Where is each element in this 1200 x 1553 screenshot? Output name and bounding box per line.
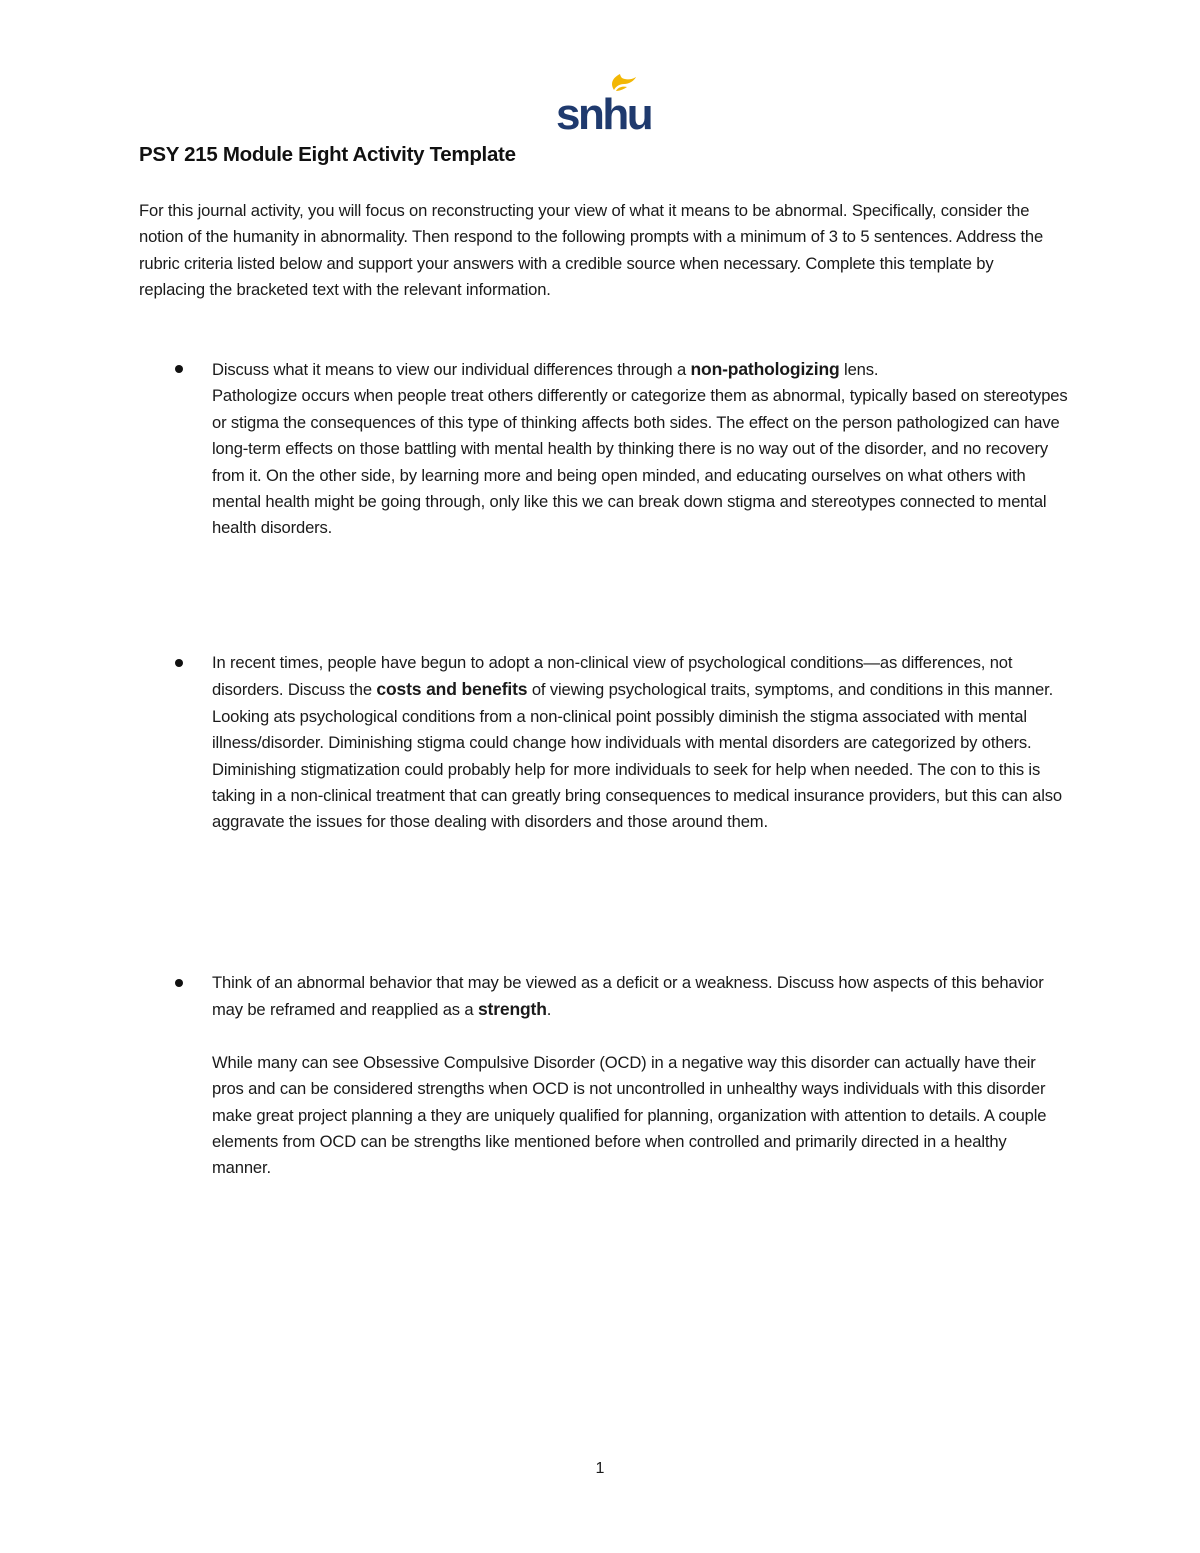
- prompt-block-1: [139, 356, 1069, 542]
- svg-text:snhu: snhu: [556, 90, 652, 139]
- prompt-text: Think of an abnormal behavior that may be viewed as a deficit or a weakness. Discuss how aspects of this behavior may be reframed and reapplied as a strength.: [212, 973, 1044, 1020]
- page-number: 1: [595, 1460, 605, 1477]
- prompt-block-3: [139, 970, 1069, 1182]
- page-title: PSY 215 Module Eight Activity Template: [139, 143, 516, 166]
- bullet-icon: [175, 979, 183, 987]
- snhu-logo-graphic: [554, 74, 652, 139]
- answer-text: Looking ats psychological conditions from a non-clinical point possibly diminish the stigma associated with mental illness/disorder. Diminishing stigma could change how individuals with mental disorders are categorized by others. Diminishing stigmatization could probably help for more individuals to seek for help when needed. The con to this is taking in a non-clinical treatment that can greatly bring consequences to medical insurance providers, but this can also aggravate the issues for those dealing with disorders and those around them.: [212, 706, 1062, 832]
- prompt-keyword: costs and benefits: [376, 679, 528, 700]
- answer-text: Pathologize occurs when people treat others differently or categorize them as abnormal, typically based on stereotypes or stigma the consequences of this type of thinking affects both sides. The effect on the person pathologized can have long-term effects on those battling with mental health by thinking there is no way out of the disorder, and no recovery from it. On the other side, by learning more and being open minded, and educating ourselves on what others with mental health might be going through, only like this we can break down stigma and stereotypes connected to mental health disorders.: [212, 386, 1068, 538]
- snhu-logo: [554, 74, 652, 139]
- prompt-keyword: non-pathologizing: [690, 359, 840, 379]
- prompt-keyword: strength: [477, 999, 547, 1020]
- prompt-block-2: [139, 650, 1069, 836]
- intro-paragraph: For this journal activity, you will focus on reconstructing your view of what it means to be abnormal. Specifically, consider the notion of the humanity in abnormality. Then respond to the following prompts with a minimum of 3 to 5 sentences. Address the rubric criteria listed below and support your answers with a credible source when necessary. Complete this template by replacing the bracketed text with the relevant information.: [139, 201, 1044, 300]
- bullet-icon: [175, 365, 183, 373]
- answer-text: While many can see Obsessive Compulsive Disorder (OCD) in a negative way this disorder can actually have their pros and can be considered strengths when OCD is not uncontrolled in unhealthy ways individuals with this disorder make great project planning a they are uniquely qualified for planning, organization with attention to details. A couple elements from OCD can be strengths like mentioned before when controlled and primarily directed in a healthy manner.: [212, 1052, 1047, 1178]
- prompt-text: In recent times, people have begun to adopt a non-clinical view of psychological conditions—as differences, not disorders. Discuss the costs and benefits of viewing psychological traits, symptoms, and conditions in this manner.: [212, 653, 1054, 700]
- bullet-icon: [175, 659, 183, 667]
- prompt-text: Discuss what it means to view our individual differences through a non-pathologizing lens.: [212, 359, 879, 379]
